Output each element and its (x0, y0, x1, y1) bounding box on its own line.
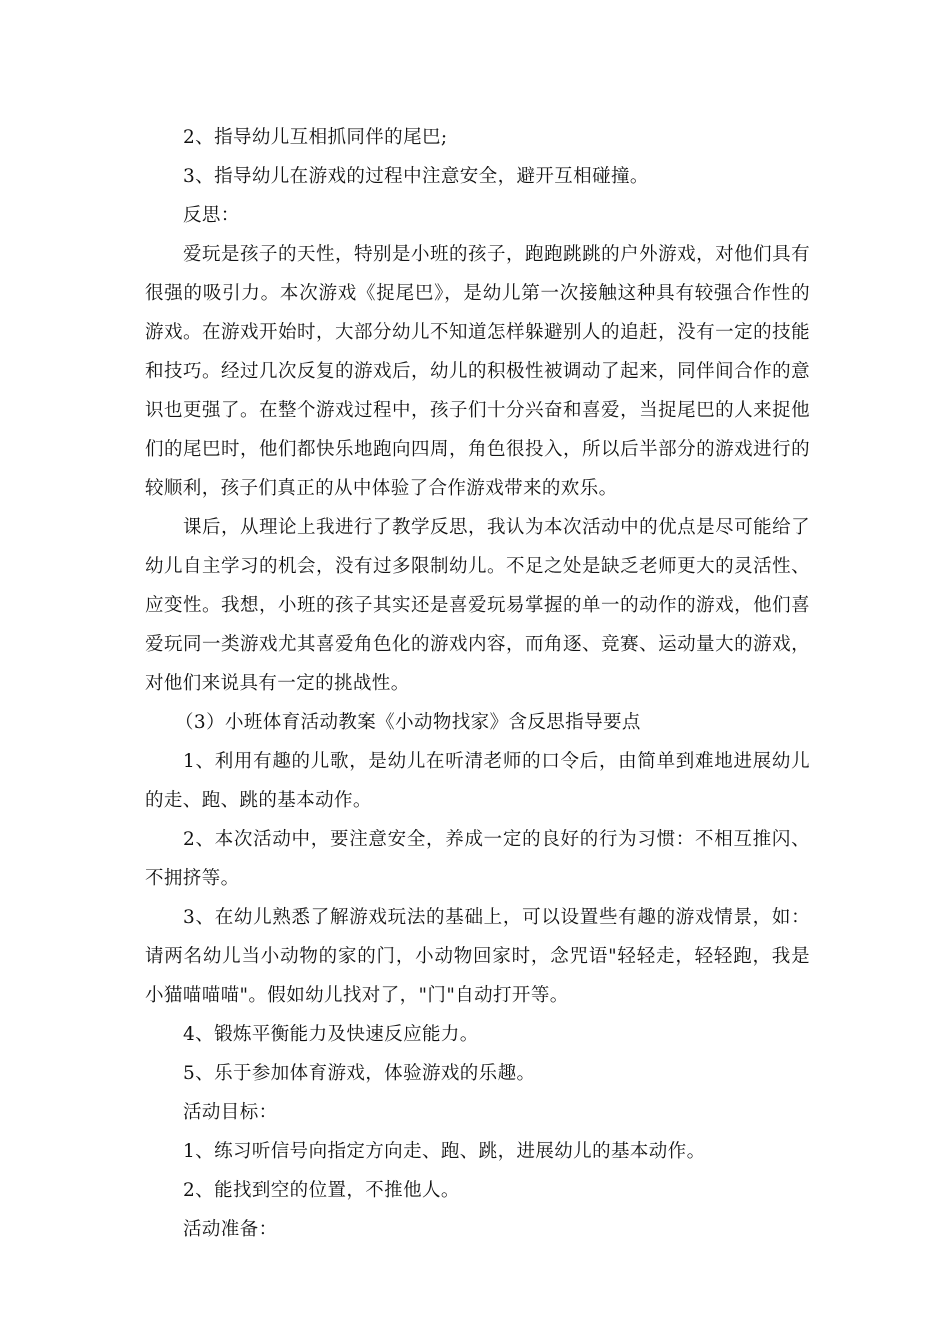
paragraph-point-5: 5、乐于参加体育游戏，体验游戏的乐趣。 (183, 1063, 536, 1084)
paragraph-goal-2: 2、能找到空的位置，不推他人。 (183, 1180, 460, 1201)
paragraph-goals-label: 活动目标： (183, 1102, 278, 1123)
section-heading: （3）小班体育活动教案《小动物找家》含反思指导要点 (175, 712, 641, 733)
paragraph-goal-1: 1、练习听信号向指定方向走、跑、跳，进展幼儿的基本动作。 (183, 1141, 706, 1162)
paragraph-reflection-2: 课后，从理论上我进行了教学反思，我认为本次活动中的优点是尽可能给了幼儿自主学习的机会，没有过多限制幼儿。不足之处是缺乏老师更大的灵活性、应变性。我想，小班的孩子其实还是喜爱玩易掌握的单一的动作的游戏，他们喜爱玩同一类游戏尤其喜爱角色化的游戏内容，而角逐、竞赛、运动量大的游戏，对他们来说具有一定的挑战性。 (145, 517, 810, 694)
paragraph-point-4: 4、锻炼平衡能力及快速反应能力。 (183, 1024, 479, 1045)
paragraph-reflection-1: 爱玩是孩子的天性，特别是小班的孩子，跑跑跳跳的户外游戏，对他们具有很强的吸引力。本次游戏《捉尾巴》，是幼儿第一次接触这种具有较强合作性的游戏。在游戏开始时，大部分幼儿不知道怎样躲避别人的追赶，没有一定的技能和技巧。经过几次反复的游戏后，幼儿的积极性被调动了起来，同伴间合作的意识也更强了。在整个游戏过程中，孩子们十分兴奋和喜爱，当捉尾巴的人来捉他们的尾巴时，他们都快乐地跑向四周，角色很投入，所以后半部分的游戏进行的较顺利，孩子们真正的从中体验了合作游戏带来的欢乐。 (145, 244, 810, 499)
paragraph-point-1: 1、利用有趣的儿歌，是幼儿在听清老师的口令后，由简单到难地进展幼儿的走、跑、跳的基本动作。 (145, 751, 810, 811)
paragraph-reflection-label: 反思： (183, 205, 240, 226)
paragraph-point-2: 2、本次活动中，要注意安全，养成一定的良好的行为习惯：不相互推闪、不拥挤等。 (145, 829, 810, 889)
paragraph-point-3: 3、在幼儿熟悉了解游戏玩法的基础上，可以设置些有趣的游戏情景，如：请两名幼儿当小动物的家的门，小动物回家时，念咒语"轻轻走，轻轻跑，我是小猫喵喵喵"。假如幼儿找对了，"门"自动打开等。 (145, 907, 810, 1006)
paragraph-guide-2: 2、指导幼儿互相抓同伴的尾巴; (183, 127, 448, 148)
paragraph-prep-label: 活动准备： (183, 1219, 278, 1240)
paragraph-guide-3: 3、指导幼儿在游戏的过程中注意安全，避开互相碰撞。 (183, 166, 649, 187)
document-body (145, 118, 810, 1249)
